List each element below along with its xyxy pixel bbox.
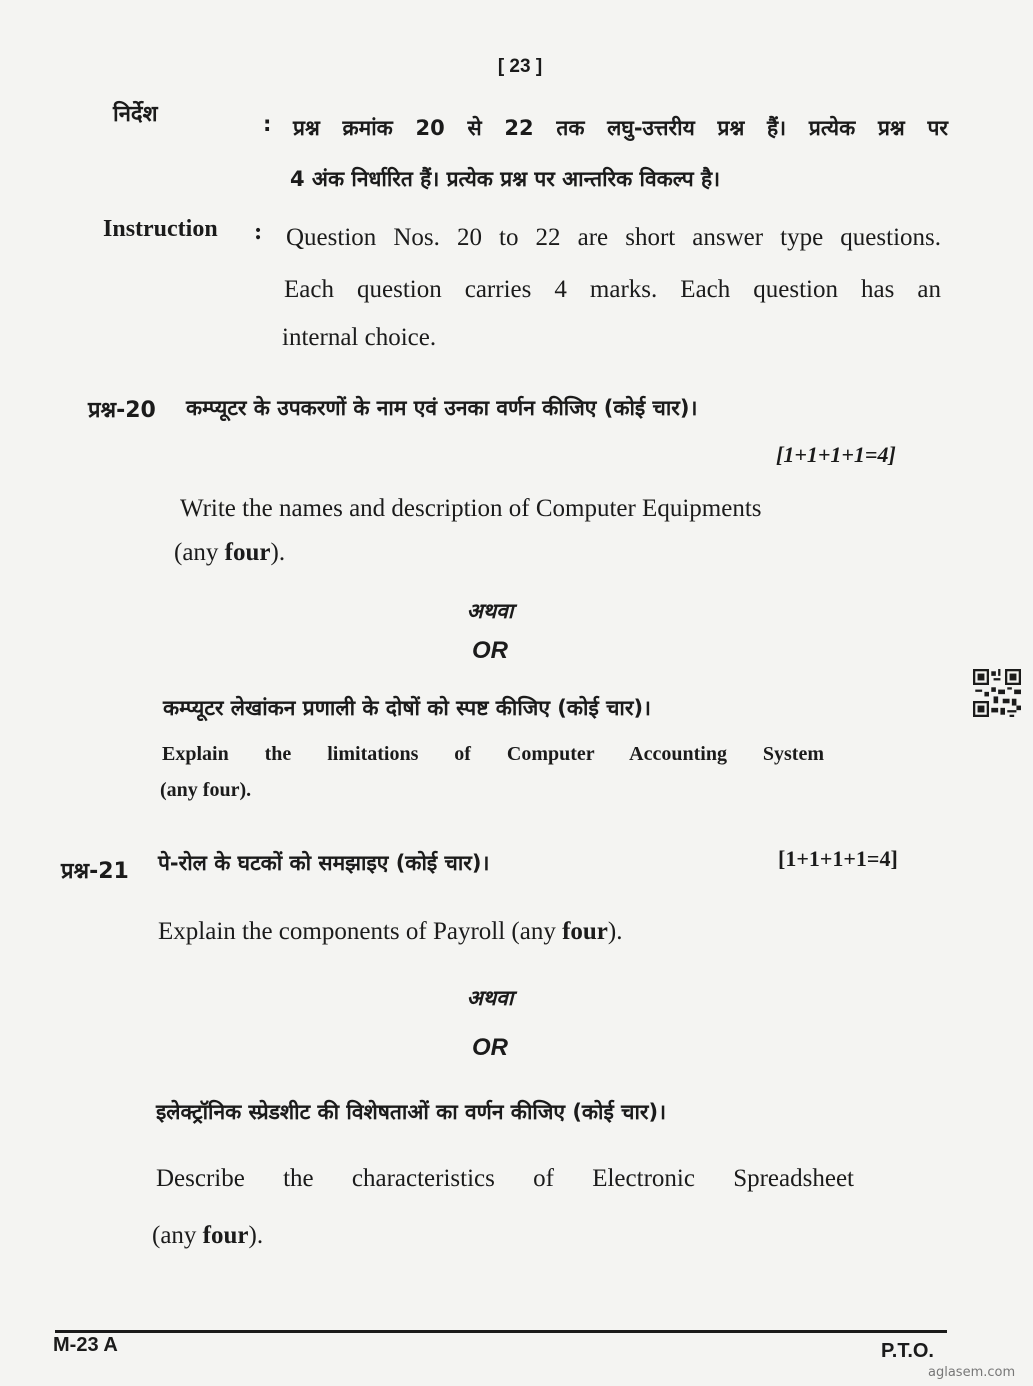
instruction-hi-line2: 4 अंक निर्धारित हैं। प्रत्येक प्रश्न पर आन्तरिक विकल्प है। — [290, 167, 721, 191]
paper-code: M-23 A — [53, 1334, 118, 1356]
q21-alt-english-line2 — [152, 1222, 263, 1250]
q20-alt-any-text: (any — [160, 779, 203, 801]
page-number: [ 23 ] — [497, 56, 543, 77]
instruction-hi-label: निर्देश — [113, 102, 158, 127]
instruction-en-colon: : — [254, 219, 263, 245]
q20-hindi-text: कम्प्यूटर के उपकरणों के नाम एवं उनका वर्णन कीजिए (कोई चार)। — [186, 396, 698, 420]
q20-alt-close-text: ). — [239, 779, 252, 801]
watermark: aglasem.com — [928, 1365, 1016, 1380]
q21-alt-close-text: ). — [248, 1222, 264, 1249]
q21-alt-hindi-text: इलेक्ट्रॉनिक स्प्रेडशीट की विशेषताओं का वर्णन कीजिए (कोई चार)। — [156, 1100, 667, 1124]
qr-code-icon — [973, 669, 1021, 717]
q21-english-prefix: Explain the components of Payroll (any — [158, 918, 563, 945]
instruction-en-line3: internal choice. — [282, 324, 437, 351]
q20-alt-english-line2 — [160, 779, 251, 802]
q21-marks: [1+1+1+1=4] — [778, 846, 898, 871]
q20-any-text: (any — [174, 539, 225, 566]
instruction-en-line2: Each question carries 4 marks. Each question has an — [284, 276, 941, 303]
q20-or-hindi: अथवा — [466, 599, 514, 623]
q20-four-text: four — [224, 539, 271, 566]
q21-hindi-text: पे-रोल के घटकों को समझाइए (कोई चार)। — [158, 851, 490, 875]
pto-label: P.T.O. — [881, 1340, 934, 1362]
instruction-hi-line1: प्रश्न क्रमांक 20 से 22 तक लघु-उत्तरीय प्रश्न हैं। प्रत्येक प्रश्न पर — [293, 116, 948, 140]
q20-number: प्रश्न-20 — [88, 398, 156, 423]
q20-alt-hindi-text: कम्प्यूटर लेखांकन प्रणाली के दोषों को स्पष्ट कीजिए (कोई चार)। — [163, 696, 652, 720]
q21-english-text — [158, 918, 622, 946]
q21-alt-english-line1: Describe the characteristics of Electronic Spreadsheet — [156, 1165, 854, 1192]
q21-number: प्रश्न-21 — [61, 859, 129, 884]
q20-alt-english-line1: Explain the limitations of Computer Accounting System — [162, 743, 824, 765]
instruction-en-label: Instruction — [103, 216, 218, 242]
q21-alt-any-text: (any — [152, 1222, 203, 1249]
q20-english-line2 — [174, 539, 285, 567]
q21-four-text: four — [562, 918, 608, 945]
footer-rule — [55, 1330, 947, 1333]
q20-alt-four-text: four — [202, 779, 240, 801]
q20-close-text: ). — [270, 539, 286, 566]
q21-or-english: OR — [472, 1034, 508, 1061]
q21-alt-four-text: four — [202, 1222, 249, 1249]
instruction-hi-colon: : — [263, 112, 272, 136]
instruction-en-line1: Question Nos. 20 to 22 are short answer type questions. — [286, 224, 941, 251]
q20-english-line1: Write the names and description of Computer Equipments — [180, 495, 762, 522]
q21-close-text: ). — [607, 918, 623, 945]
q21-or-hindi: अथवा — [466, 986, 514, 1010]
q20-or-english: OR — [472, 637, 508, 664]
q20-marks: [1+1+1+1=4] — [776, 442, 896, 467]
